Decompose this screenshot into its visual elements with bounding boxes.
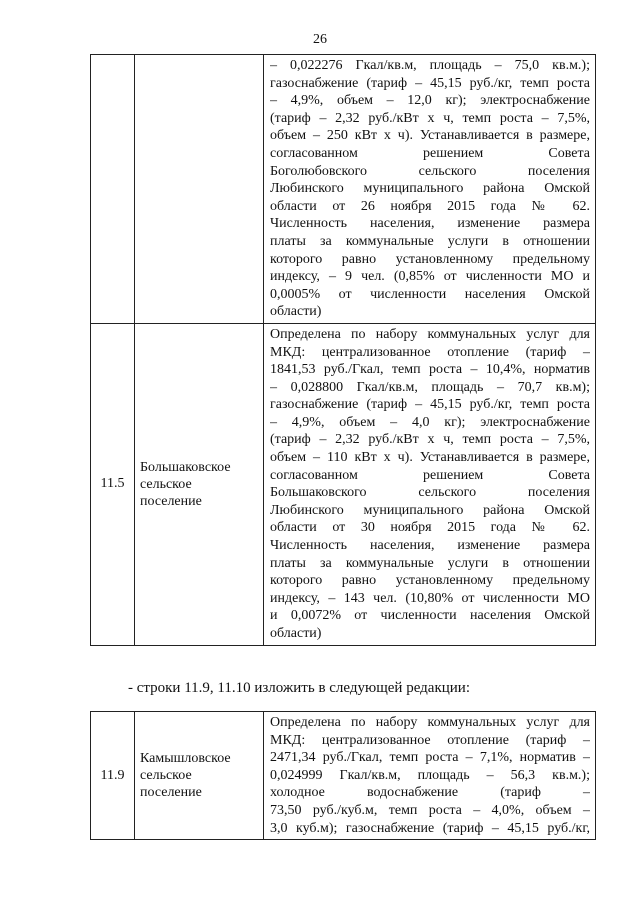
row-number [91, 55, 135, 324]
description-line: индексу, – 9 чел. (0,85% от численности МО и [270, 269, 590, 285]
description-line: газоснабжение (тариф – 45,15 руб./кг, темп роста [270, 397, 590, 413]
description-line: согласованном решением Совета [270, 467, 590, 483]
table-row [91, 55, 596, 324]
description-line: МКД: централизованное отопление (тариф – [270, 732, 590, 748]
description-line: Большаковского сельского поселения [270, 485, 590, 501]
amendment-instruction: - строки 11.9, 11.10 изложить в следующей редакции: [128, 680, 470, 696]
description-line: – 4,9%, объем – 4,0 кг); электроснабжение [270, 414, 590, 430]
description-line: – 4,9%, объем – 12,0 кг); электроснабжение [270, 93, 590, 109]
description-line: 2471,34 руб./Гкал, темп роста – 7,1%, норматив – [270, 750, 590, 766]
description-line: которого равно установленному предельному [270, 573, 590, 589]
description-line: Определена по набору коммунальных услуг для [270, 715, 590, 730]
settlement-name-line: сельское [140, 768, 192, 784]
description-line: холодное водоснабжение (тариф – [270, 785, 590, 801]
description-line: Любинского муниципального района Омской [270, 502, 590, 518]
description-line: 3,0 куб.м); газоснабжение (тариф – 45,15 руб./кг, [270, 820, 590, 836]
description-cell [264, 712, 596, 840]
description-line: области) [270, 304, 322, 320]
description-line: (тариф – 2,32 руб./кВт х ч, темп роста – 7,5%, [270, 432, 590, 448]
description-cell [264, 323, 596, 645]
row-number: 11.9 [91, 712, 135, 840]
description-line: Численность населения, изменение размера [270, 538, 590, 554]
description-line: 73,50 руб./куб.м, темп роста – 4,0%, объем – [270, 802, 590, 818]
settlement-name-line: поселение [140, 785, 202, 801]
description-line: Определена по набору коммунальных услуг для [270, 326, 590, 342]
settlement-table-amended [90, 711, 596, 840]
description-line: области от 30 ноября 2015 года № 62. [270, 520, 590, 536]
description-line: 0,024999 Гкал/кв.м, площадь – 56,3 кв.м.); [270, 767, 590, 783]
description-line: платы за коммунальные услуги в отношении [270, 555, 590, 571]
description-line: (тариф – 2,32 руб./кВт х ч, темп роста – 7,5%, [270, 110, 590, 126]
settlement-name [135, 712, 264, 840]
settlement-name [135, 323, 264, 645]
description-line: 1841,53 руб./Гкал, темп роста – 10,4%, норматив [270, 362, 590, 378]
description-line: газоснабжение (тариф – 45,15 руб./кг, темп роста [270, 75, 590, 91]
description-line: 0,0005% от численности населения Омской [270, 286, 590, 302]
description-line: индексу, – 143 чел. (10,80% от численности МО [270, 590, 590, 606]
description-cell [264, 55, 596, 324]
description-line: которого равно установленному предельному [270, 251, 590, 267]
description-line: МКД: централизованное отопление (тариф – [270, 344, 590, 360]
table-row [91, 712, 596, 840]
description-line: Любинского муниципального района Омской [270, 181, 590, 197]
description-line: согласованном решением Совета [270, 145, 590, 161]
description-line: Боголюбовского сельского поселения [270, 163, 590, 179]
description-line: области) [270, 626, 322, 641]
settlement-table [90, 54, 596, 646]
row-number: 11.5 [91, 323, 135, 645]
description-line: объем – 110 кВт х ч). Устанавливается в размере, [270, 450, 590, 466]
settlement-name [135, 55, 264, 324]
description-line: объем – 250 кВт х ч). Устанавливается в размере, [270, 128, 590, 144]
description-line: Численность населения, изменение размера [270, 216, 590, 232]
settlement-name-line: поселение [140, 493, 202, 509]
settlement-name-line: сельское [140, 476, 192, 492]
description-line: области от 26 ноября 2015 года № 62. [270, 198, 590, 214]
description-line: – 0,028800 Гкал/кв.м, площадь – 70,7 кв.м); [270, 379, 590, 395]
page-number: 26 [313, 32, 327, 47]
description-line: – 0,022276 Гкал/кв.м, площадь – 75,0 кв.м.); [270, 58, 590, 73]
description-line: и 0,0072% от численности населения Омской [270, 608, 590, 624]
settlement-name-line: Камышловское [140, 751, 231, 767]
table-row [91, 323, 596, 645]
description-line: платы за коммунальные услуги в отношении [270, 233, 590, 249]
settlement-name-line: Большаковское [140, 459, 231, 475]
